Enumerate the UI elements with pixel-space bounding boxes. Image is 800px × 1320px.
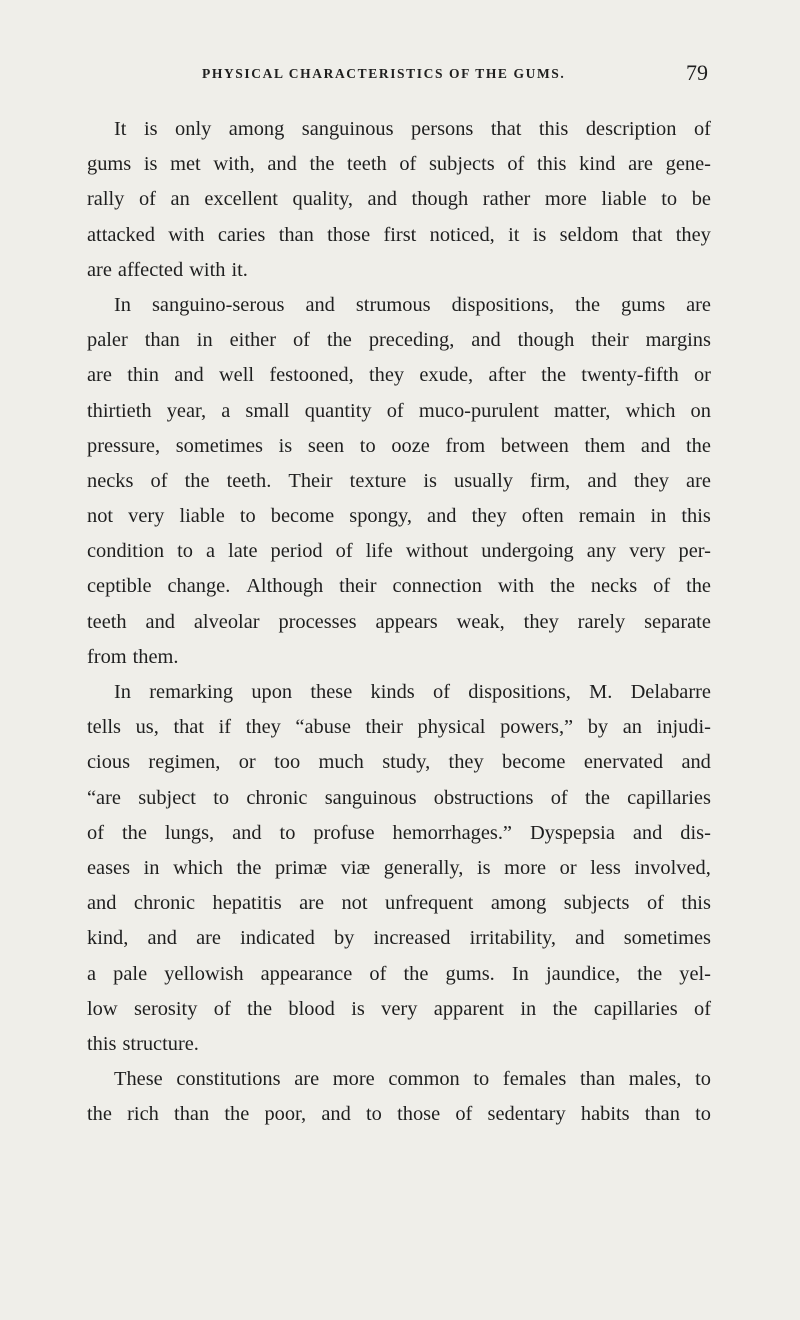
page-number: 79 <box>686 60 708 85</box>
text-line: ceptible change. Although their connection with the necks of the <box>87 575 711 598</box>
text-line: In remarking upon these kinds of dispositions, M. Delabarre <box>114 681 711 703</box>
text-line: eases in which the primæ viæ generally, is more or less involved, <box>87 856 711 879</box>
text-line: attacked with caries than those first noticed, it is seldom that they <box>87 223 711 246</box>
text-line: “are subject to chronic sanguinous obstructions of the capillaries <box>87 786 711 809</box>
text-line: this structure. <box>87 1032 199 1055</box>
text-line: and chronic hepatitis are not unfrequent among subjects of this <box>87 892 711 915</box>
text-line: cious regimen, or too much study, they become enervated and <box>87 751 711 774</box>
text-line: paler than in either of the preceding, and though their margins <box>87 329 711 352</box>
running-head <box>202 62 708 88</box>
text-line: pressure, sometimes is seen to ooze from between them and the <box>87 434 711 457</box>
text-line: teeth and alveolar processes appears weak, they rarely separate <box>87 610 711 633</box>
text-line: These constitutions are more common to females than males, to <box>114 1068 711 1091</box>
text-line: tells us, that if they “abuse their physical powers,” by an injudi- <box>87 716 711 739</box>
text-line: are thin and well festooned, they exude, after the twenty-fifth or <box>87 364 711 387</box>
text-line: are affected with it. <box>87 258 248 281</box>
paragraph <box>87 675 711 1062</box>
paragraph <box>87 112 711 288</box>
text-line: the rich than the poor, and to those of sedentary habits than to <box>87 1103 711 1126</box>
text-line: In sanguino-serous and strumous dispositions, the gums are <box>114 293 711 316</box>
text-line: low serosity of the blood is very apparent in the capillaries of <box>87 997 711 1020</box>
text-line: necks of the teeth. Their texture is usually firm, and they are <box>87 469 711 492</box>
text-line: It is only among sanguinous persons that this description of <box>114 118 711 140</box>
body-text <box>87 112 711 1132</box>
text-line: condition to a late period of life without undergoing any very per- <box>87 540 711 563</box>
text-line: not very liable to become spongy, and they often remain in this <box>87 505 711 528</box>
text-line: thirtieth year, a small quantity of muco-purulent matter, which on <box>87 399 711 422</box>
text-line: gums is met with, and the teeth of subjects of this kind are gene- <box>87 153 711 176</box>
text-line: kind, and are indicated by increased irritability, and sometimes <box>87 927 711 950</box>
paragraph <box>87 288 711 675</box>
running-title: PHYSICAL CHARACTERISTICS OF THE GUMS. <box>202 66 566 81</box>
text-line: rally of an excellent quality, and though rather more liable to be <box>87 188 711 211</box>
text-line: of the lungs, and to profuse hemorrhages.” Dyspepsia and dis- <box>87 821 711 844</box>
paragraph <box>87 1062 711 1132</box>
text-line: a pale yellowish appearance of the gums. In jaundice, the yel- <box>87 962 711 985</box>
text-line: from them. <box>87 645 179 668</box>
